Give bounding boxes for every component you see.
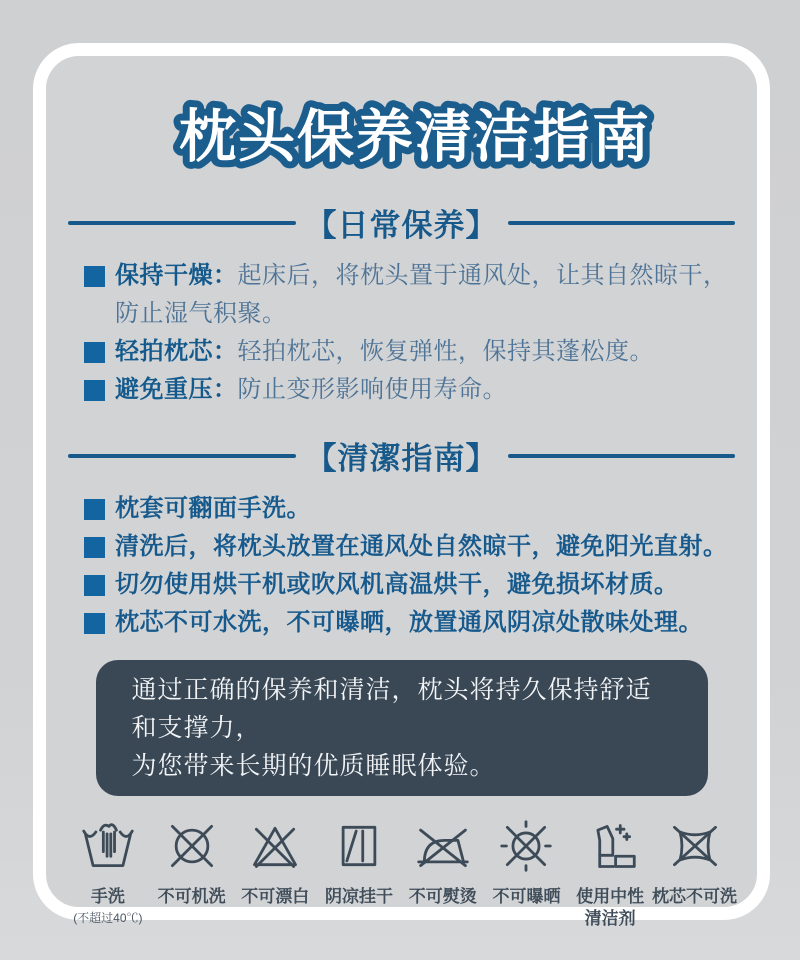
divider-line <box>68 454 296 458</box>
summary-line: 为您带来长期的优质睡眠体验。 <box>131 752 496 780</box>
care-symbol-shade-hang-dry <box>317 818 401 930</box>
item-body: 防止变形影响使用寿命。 <box>237 376 507 403</box>
no-sun-icon <box>498 818 554 874</box>
daily-care-list <box>84 257 739 409</box>
care-symbol-neutral-detergent <box>568 818 652 930</box>
item-body: 清洗后，将枕头放置在通风处自然晾干，避免阳光直射。 <box>115 533 728 560</box>
no-bleach-icon <box>247 818 303 874</box>
list-item <box>84 257 739 333</box>
item-lead: 保持干燥： <box>115 262 238 289</box>
no-iron-icon <box>415 818 471 874</box>
care-symbol-hand-wash <box>66 818 150 930</box>
list-item-text <box>115 490 739 528</box>
bullet-square-icon <box>84 380 105 401</box>
section-header-cleaning-guide <box>68 433 735 478</box>
divider-line <box>508 454 736 458</box>
page-title <box>62 80 741 184</box>
list-item <box>84 333 739 371</box>
summary-line: 通过正确的保养和清洁，枕头将持久保持舒适和支撑力， <box>131 676 652 742</box>
item-lead: 避免重压： <box>115 376 238 403</box>
item-lead: 轻拍枕芯： <box>115 338 238 365</box>
section-heading: 【清潔指南】 <box>305 441 498 476</box>
care-symbol-sublabel: (不超过40℃) <box>73 911 143 925</box>
divider-line <box>68 221 296 225</box>
bullet-square-icon <box>84 342 105 363</box>
list-item-text <box>115 371 739 409</box>
item-body: 切勿使用烘干机或吹风机高温烘干，避免损坏材质。 <box>115 571 679 598</box>
no-machine-wash-icon <box>164 818 220 874</box>
care-symbol-label: 枕芯不可洗 <box>652 887 738 906</box>
divider-line <box>508 221 736 225</box>
bullet-square-icon <box>84 613 105 634</box>
cleaning-guide-list <box>84 490 739 642</box>
care-symbol-label: 不可熨烫 <box>408 887 477 906</box>
list-item-text <box>115 333 739 371</box>
list-item-text <box>115 604 739 642</box>
care-symbol-no-bleach <box>233 818 317 930</box>
care-symbol-no-machine-wash <box>150 818 234 930</box>
care-symbol-label: 手洗 <box>90 887 125 906</box>
care-symbol-label: 不可机洗 <box>157 887 226 906</box>
section-header-daily-care <box>68 200 735 245</box>
list-item <box>84 371 739 409</box>
item-body: 轻拍枕芯，恢复弹性，保持其蓬松度。 <box>237 338 654 365</box>
list-item <box>84 604 739 642</box>
shade-hang-dry-icon <box>331 818 387 874</box>
bullet-square-icon <box>84 499 105 520</box>
bullet-square-icon <box>84 266 105 287</box>
care-symbols-row <box>66 818 737 930</box>
bullet-square-icon <box>84 537 105 558</box>
care-symbol-label-line2: 清洁剂 <box>584 909 636 928</box>
list-item <box>84 528 739 566</box>
care-symbol-label: 不可曝晒 <box>492 887 561 906</box>
care-symbol-label: 不可漂白 <box>241 887 310 906</box>
care-symbol-label: 使用中性 <box>576 887 645 906</box>
summary-box <box>96 660 708 796</box>
list-item <box>84 490 739 528</box>
list-item <box>84 566 739 604</box>
list-item-text <box>115 566 739 604</box>
no-wash-pillow-core-icon <box>667 818 723 874</box>
list-item-text <box>115 528 739 566</box>
bullet-square-icon <box>84 575 105 596</box>
neutral-detergent-icon <box>582 818 638 874</box>
page-title-text: 枕头保养清洁指南 <box>179 105 651 169</box>
poster-card <box>33 43 770 928</box>
list-item-text <box>115 257 739 333</box>
care-symbol-label: 阴凉挂干 <box>325 887 394 906</box>
care-symbol-no-sun <box>485 818 569 930</box>
item-body: 枕套可翻面手洗。 <box>115 495 311 522</box>
section-heading: 【日常保养】 <box>305 208 498 243</box>
care-symbol-pillow-core-no-wash <box>652 818 737 930</box>
item-body: 起床后，将枕头置于通风处，让其自然晾干，防止湿气积聚。 <box>115 262 728 327</box>
item-body: 枕芯不可水洗，不可曝晒，放置通风阴凉处散味处理。 <box>115 609 703 636</box>
hand-wash-icon <box>80 818 136 874</box>
care-symbol-no-iron <box>401 818 485 930</box>
